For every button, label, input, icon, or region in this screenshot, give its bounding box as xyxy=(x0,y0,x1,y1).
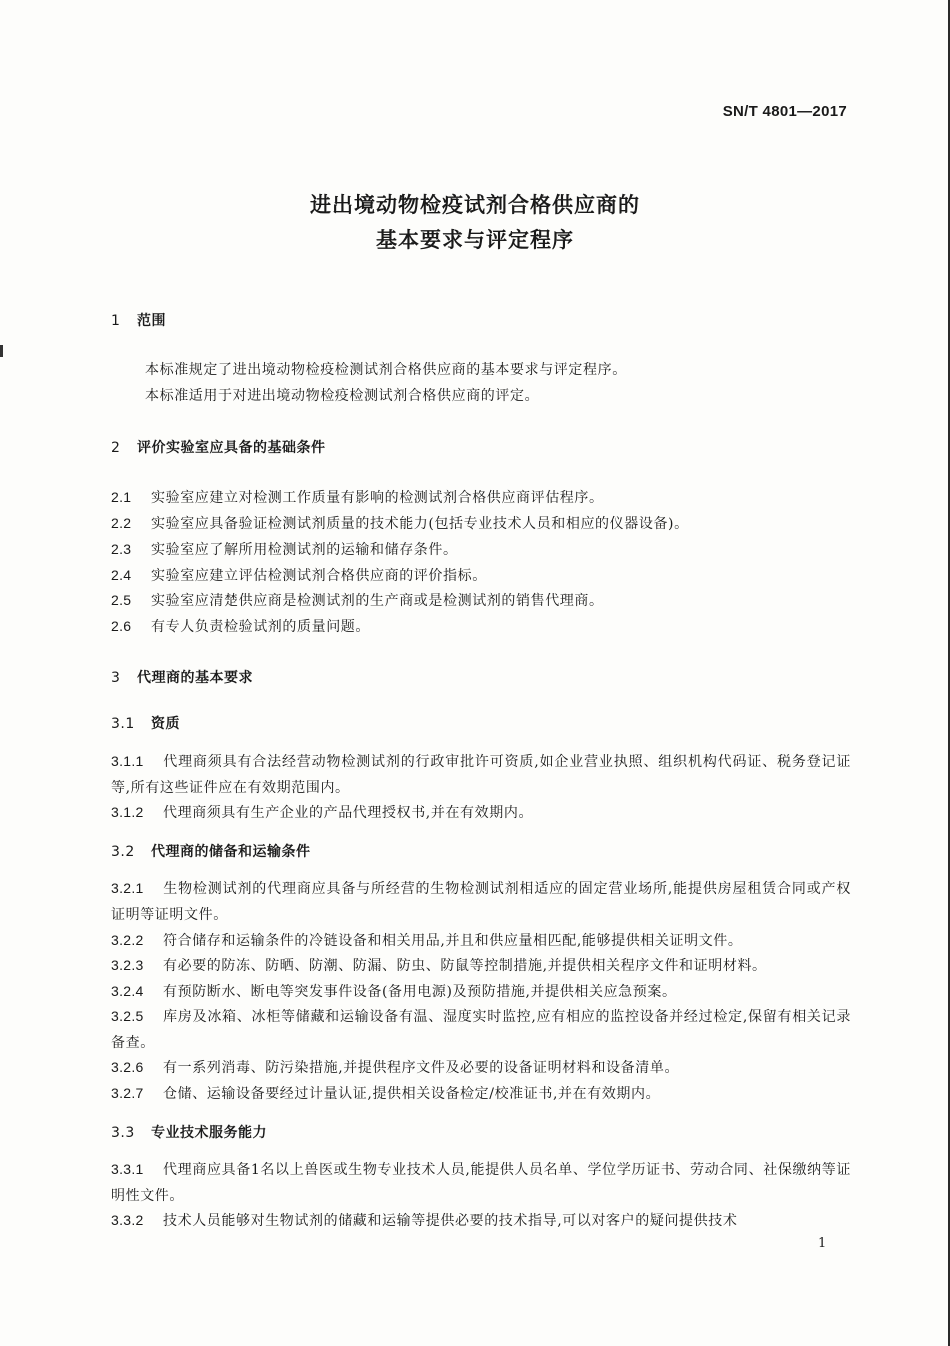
clause-number: 2.1 xyxy=(111,489,132,505)
clause-3-2-4 xyxy=(111,978,851,1005)
clause-text: 实验室应具备验证检测试剂质量的技术能力(包括专业技术人员和相应的仪器设备)。 xyxy=(151,516,689,532)
section-2-heading xyxy=(111,437,326,457)
section-number: 2 xyxy=(111,440,121,456)
clause-text: 有一系列消毒、防污染措施,并提供程序文件及必要的设备证明材料和设备清单。 xyxy=(163,1060,680,1076)
subsection-number: 3.3 xyxy=(111,1125,135,1141)
clause-2-6 xyxy=(111,613,851,640)
title-line-1: 进出境动物检疫试剂合格供应商的 xyxy=(310,193,640,217)
clause-text: 生物检测试剂的代理商应具备与所经营的生物检测试剂相适应的固定营业场所,能提供房屋租赁合同或产权证明等证明文件。 xyxy=(111,881,851,923)
clause-text: 库房及冰箱、冰柜等储藏和运输设备有温、湿度实时监控,应有相应的监控设备并经过检定,保留有相关记录备查。 xyxy=(111,1009,851,1051)
clause-number: 3.3.2 xyxy=(111,1212,144,1228)
clause-number: 3.2.3 xyxy=(111,957,144,973)
subsection-title: 代理商的储备和运输条件 xyxy=(151,844,311,860)
clause-text: 实验室应建立评估检测试剂合格供应商的评价指标。 xyxy=(151,568,487,584)
clause-text: 代理商应具备1名以上兽医或生物专业技术人员,能提供人员名单、学位学历证书、劳动合同、社保缴纳等证明性文件。 xyxy=(111,1162,851,1204)
clause-number: 2.5 xyxy=(111,592,132,608)
title-line-2: 基本要求与评定程序 xyxy=(376,228,574,252)
clause-number: 3.2.6 xyxy=(111,1059,144,1075)
clause-number: 3.3.1 xyxy=(111,1161,144,1177)
clause-number: 2.3 xyxy=(111,541,132,557)
clause-3-2-3 xyxy=(111,952,851,979)
clause-text: 有专人负责检验试剂的质量问题。 xyxy=(151,619,370,635)
clause-number: 3.2.4 xyxy=(111,983,144,999)
clause-2-5 xyxy=(111,587,851,614)
clause-text: 有必要的防冻、防晒、防潮、防漏、防虫、防鼠等控制措施,并提供相关程序文件和证明材料。 xyxy=(163,958,767,974)
section-1-heading xyxy=(111,310,166,330)
document-title xyxy=(0,188,950,258)
clause-text: 代理商须具有生产企业的产品代理授权书,并在有效期内。 xyxy=(163,805,534,821)
clause-text: 实验室应清楚供应商是检测试剂的生产商或是检测试剂的销售代理商。 xyxy=(151,593,604,609)
clause-number: 2.2 xyxy=(111,515,132,531)
clause-3-3-2 xyxy=(111,1207,851,1234)
clause-text: 仓储、运输设备要经过计量认证,提供相关设备检定/校准证书,并在有效期内。 xyxy=(163,1086,661,1102)
scope-paragraph-2: 本标准适用于对进出境动物检疫检测试剂合格供应商的评定。 xyxy=(145,388,540,404)
section-number: 1 xyxy=(111,313,121,329)
subsection-3-3-heading xyxy=(111,1122,267,1142)
standard-code: SN/T 4801—2017 xyxy=(722,103,847,120)
clause-3-3-1 xyxy=(111,1156,851,1209)
clause-3-2-2 xyxy=(111,927,851,954)
clause-text: 有预防断水、断电等突发事件设备(备用电源)及预防措施,并提供相关应急预案。 xyxy=(163,984,677,1000)
clause-number: 3.1.1 xyxy=(111,753,144,769)
clause-number: 3.1.2 xyxy=(111,804,144,820)
clause-3-2-1 xyxy=(111,875,851,928)
clause-3-2-6 xyxy=(111,1054,851,1081)
section-title: 范围 xyxy=(137,313,166,329)
subsection-3-2-heading xyxy=(111,841,311,861)
section-title: 代理商的基本要求 xyxy=(137,670,253,686)
clause-text: 实验室应了解所用检测试剂的运输和储存条件。 xyxy=(151,542,458,558)
clause-3-2-7 xyxy=(111,1080,851,1107)
clause-3-1-1 xyxy=(111,748,851,801)
clause-text: 代理商须具有合法经营动物检测试剂的行政审批许可资质,如企业营业执照、组织机构代码证、税务登记证等,所有这些证件应在有效期范围内。 xyxy=(111,754,851,796)
section-title: 评价实验室应具备的基础条件 xyxy=(137,440,326,456)
clause-3-1-2 xyxy=(111,799,851,826)
clause-2-2 xyxy=(111,510,851,537)
page-number: 1 xyxy=(818,1236,827,1251)
subsection-title: 资质 xyxy=(151,716,180,732)
scope-paragraph-1: 本标准规定了进出境动物检疫检测试剂合格供应商的基本要求与评定程序。 xyxy=(145,362,627,378)
clause-2-1 xyxy=(111,484,851,511)
section-3-heading xyxy=(111,667,253,687)
subsection-number: 3.1 xyxy=(111,716,135,732)
clause-number: 3.2.5 xyxy=(111,1008,144,1024)
subsection-3-1-heading xyxy=(111,713,180,733)
clause-number: 3.2.2 xyxy=(111,932,144,948)
subsection-number: 3.2 xyxy=(111,844,135,860)
clause-number: 2.6 xyxy=(111,618,132,634)
clause-2-3 xyxy=(111,536,851,563)
clause-number: 3.2.1 xyxy=(111,880,144,896)
subsection-title: 专业技术服务能力 xyxy=(151,1125,267,1141)
clause-text: 实验室应建立对检测工作质量有影响的检测试剂合格供应商评估程序。 xyxy=(151,490,604,506)
scan-edge-mark xyxy=(0,345,3,357)
clause-text: 技术人员能够对生物试剂的储藏和运输等提供必要的技术指导,可以对客户的疑问提供技术 xyxy=(163,1213,738,1229)
clause-3-2-5 xyxy=(111,1003,851,1056)
section-number: 3 xyxy=(111,670,121,686)
clause-number: 3.2.7 xyxy=(111,1085,144,1101)
clause-2-4 xyxy=(111,562,851,589)
clause-text: 符合储存和运输条件的冷链设备和相关用品,并且和供应量相匹配,能够提供相关证明文件。 xyxy=(163,933,743,949)
clause-number: 2.4 xyxy=(111,567,132,583)
